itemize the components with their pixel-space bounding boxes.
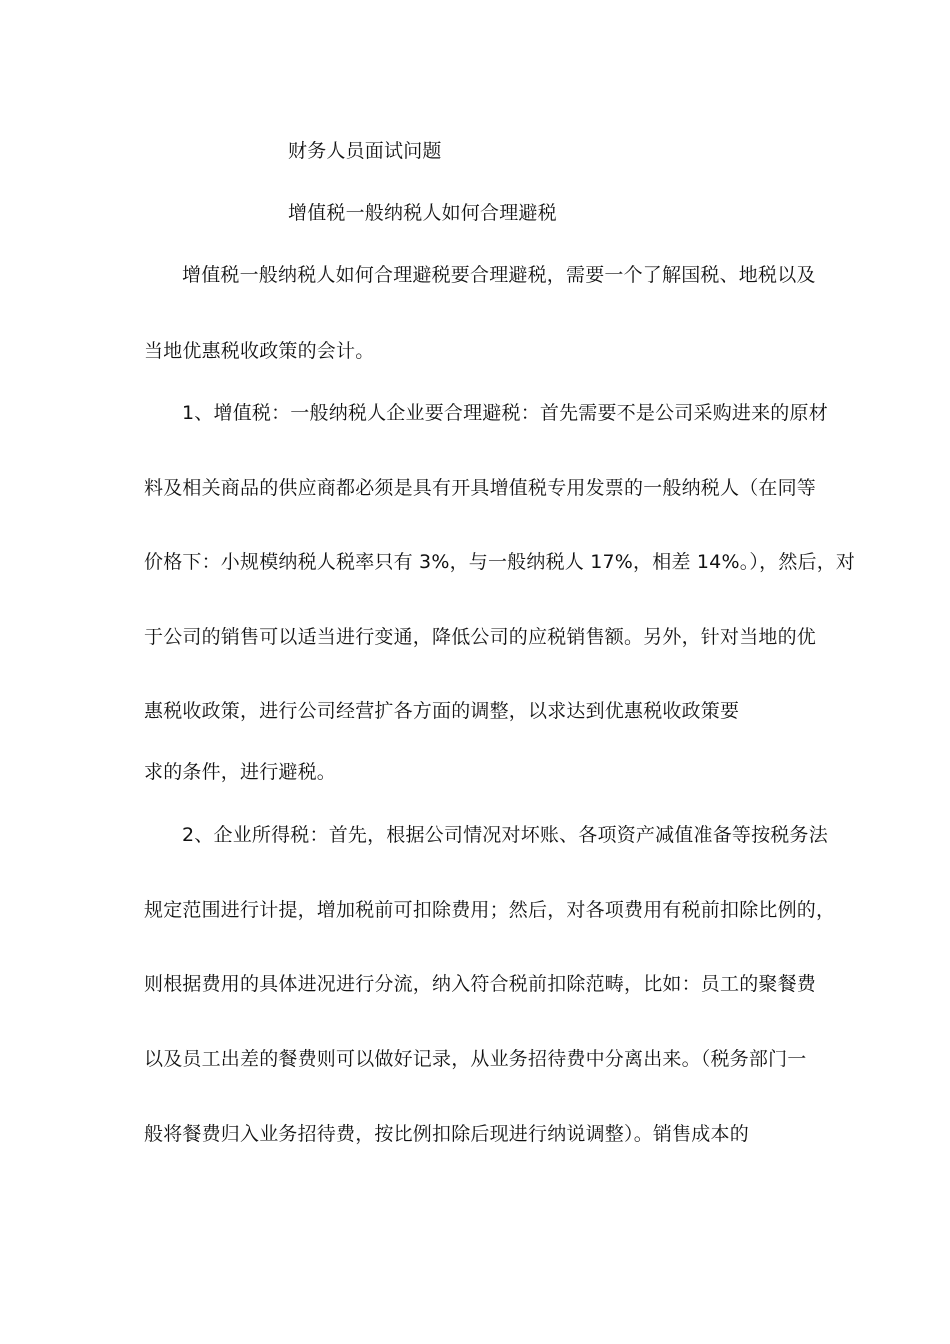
paragraph-line: 增值税一般纳税人如何合理避税要合理避税，需要一个了解国税、地税以及 [182,264,816,286]
paragraph-line: 则根据费用的具体进况进行分流，纳入符合税前扣除范畴，比如：员工的聚餐费 [144,973,817,995]
paragraph-line: 价格下：小规模纳税人税率只有 3%，与一般纳税人 17%，相差 14%。），然后，对 [144,551,856,573]
paragraph-line: 当地优惠税收政策的会计。 [144,340,375,362]
document-subtitle: 增值税一般纳税人如何合理避税 [288,202,557,224]
paragraph-line: 规定范围进行计提，增加税前可扣除费用；然后，对各项费用有税前扣除比例的， [144,899,836,921]
paragraph-line: 般将餐费归入业务招待费，按比例扣除后现进行纳说调整）。销售成本的 [144,1123,749,1145]
paragraph-line: 2、企业所得税：首先，根据公司情况对坏账、各项资产减值准备等按税务法 [182,824,828,846]
paragraph-line: 求的条件，进行避税。 [144,761,337,783]
paragraph-line: 于公司的销售可以适当进行变通，降低公司的应税销售额。另外，针对当地的优 [144,626,817,648]
paragraph-line: 料及相关商品的供应商都必须是具有开具增值税专用发票的一般纳税人（在同等 [144,477,817,499]
paragraph-line: 以及员工出差的餐费则可以做好记录，从业务招待费中分离出来。（税务部门一 [144,1048,807,1070]
document-title: 财务人员面试问题 [288,140,442,162]
paragraph-line: 惠税收政策，进行公司经营扩各方面的调整，以求达到优惠税收政策要 [144,700,740,722]
paragraph-line: 1、增值税：一般纳税人企业要合理避税：首先需要不是公司采购进来的原材 [182,402,828,424]
